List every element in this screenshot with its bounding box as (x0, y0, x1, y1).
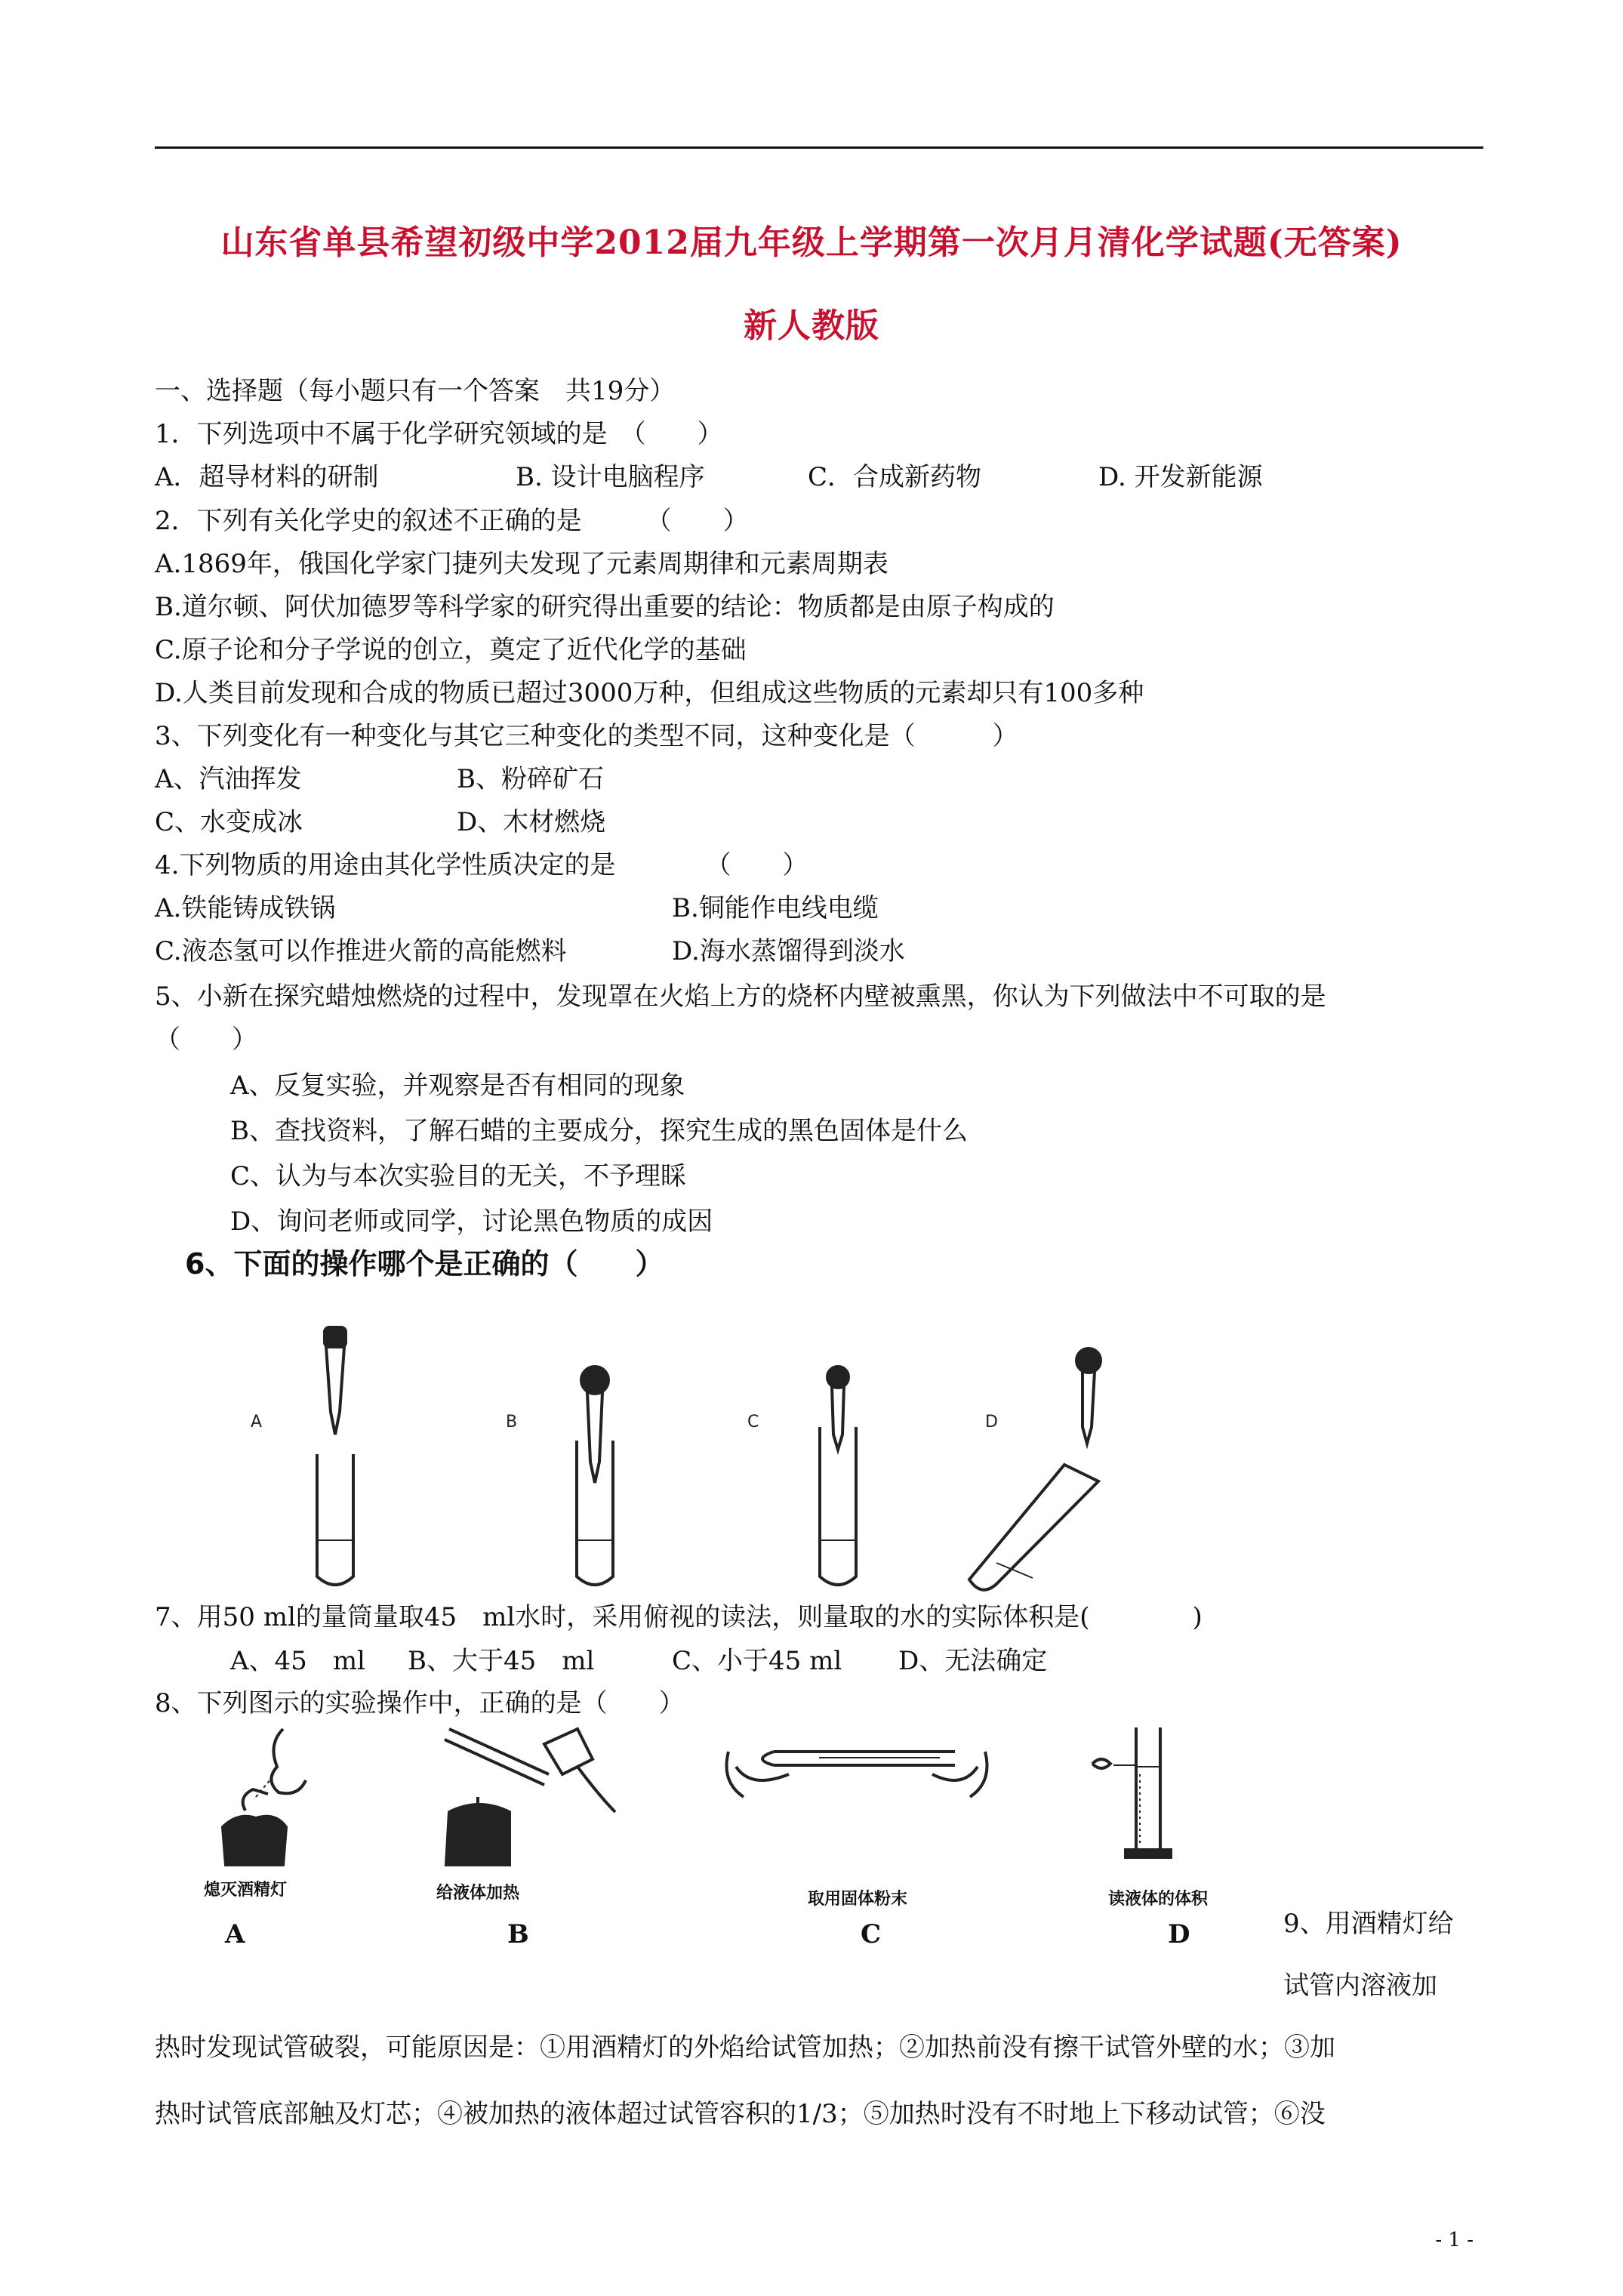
q3-option-d: D、木材燃烧 (457, 807, 606, 837)
q3-stem: 3、下列变化有一种变化与其它三种变化的类型不同，这种变化是（ ） (155, 721, 1018, 751)
q9-text-line4: 热时试管底部触及灯芯；④被加热的液体超过试管容积的1/3；⑤加热时没有不时地上下移动试管；⑥没 (155, 2099, 1326, 2129)
q4-stem: 4.下列物质的用途由其化学性质决定的是 （ ） (155, 850, 808, 880)
top-rule (155, 146, 1483, 149)
q8-caption-b: 给液体加热 (436, 1884, 520, 1903)
title-line-1: 山东省单县希望初级中学2012届九年级上学期第一次月月清化学试题(无答案) (220, 223, 1403, 262)
q1-option-a: A．超导材料的研制 (155, 462, 379, 492)
q7-stem: 7、用50 ml的量筒量取45 ml水时，采用俯视的读法，则量取的水的实际体积是( ) (155, 1602, 1203, 1632)
q6-label-a: A (251, 1413, 263, 1432)
q4-option-b: B.铜能作电线电缆 (672, 893, 879, 923)
q7-option-a: A、45 ml (230, 1646, 365, 1676)
q8-caption-d: 读液体的体积 (1108, 1890, 1209, 1909)
q2-stem: 2．下列有关化学史的叙述不正确的是 （ ） (155, 506, 749, 536)
q8-letter-a: A (225, 1919, 245, 1949)
q5-option-b: B、查找资料，了解石蜡的主要成分，探究生成的黑色固体是什么 (230, 1116, 968, 1146)
q1-option-c: C．合成新药物 (808, 462, 982, 492)
q3-option-b: B、粉碎矿石 (457, 764, 604, 794)
q9-text-part2: 试管内溶液加 (1283, 1971, 1437, 2001)
q8-lab-figure (192, 1721, 1280, 1888)
q6-label-c: C (747, 1413, 759, 1432)
q5-option-d: D、询问老师或同学，讨论黑色物质的成因 (230, 1207, 713, 1237)
q6-stem: 6、下面的操作哪个是正确的（ ） (185, 1247, 664, 1281)
page-number: - 1 - (1435, 2229, 1474, 2251)
q1-stem: 1．下列选项中不属于化学研究领域的是 （ ） (155, 419, 723, 449)
q7-option-c: C、小于45 ml (672, 1646, 842, 1676)
q9-text-line3: 热时发现试管破裂，可能原因是：①用酒精灯的外焰给试管加热；②加热前没有擦干试管外壁的水；③加 (155, 2032, 1335, 2063)
q6-dropper-figure (242, 1314, 1193, 1601)
q4-option-a: A.铁能铸成铁锅 (155, 893, 336, 923)
q4-option-d: D.海水蒸馏得到淡水 (672, 936, 905, 966)
q7-option-d: D、无法确定 (898, 1646, 1048, 1676)
q2-option-a: A.1869年，俄国化学家门捷列夫发现了元素周期律和元素周期表 (155, 549, 888, 579)
q1-option-b: B. 设计电脑程序 (516, 462, 705, 492)
q1-option-d: D. 开发新能源 (1098, 462, 1263, 492)
q2-option-d: D.人类目前发现和合成的物质已超过3000万种，但组成这些物质的元素却只有100多种 (155, 678, 1144, 708)
title-line-2: 新人教版 (744, 307, 879, 345)
q8-letter-d: D (1168, 1919, 1190, 1949)
q5-option-a: A、反复实验，并观察是否有相同的现象 (230, 1071, 685, 1101)
q3-option-a: A、汽油挥发 (155, 764, 302, 794)
q7-option-b: B、大于45 ml (408, 1646, 595, 1676)
q3-option-c: C、水变成冰 (155, 807, 303, 837)
q6-label-d: D (985, 1413, 998, 1432)
q8-caption-a: 熄灭酒精灯 (204, 1881, 288, 1900)
q8-letter-c: C (861, 1919, 882, 1949)
q8-stem: 8、下列图示的实验操作中，正确的是（ ） (155, 1688, 685, 1718)
q2-option-b: B.道尔顿、阿伏加德罗等科学家的研究得出重要的结论：物质都是由原子构成的 (155, 592, 1055, 622)
q6-label-b: B (506, 1413, 518, 1432)
q8-caption-c: 取用固体粉末 (808, 1890, 908, 1909)
section-heading: 一、选择题（每小题只有一个答案 共19分） (155, 376, 676, 406)
q5-stem: 5、小新在探究蜡烛燃烧的过程中，发现罩在火焰上方的烧杯内壁被熏黑，你认为下列做法中不可取的是 (155, 982, 1326, 1012)
q2-option-c: C.原子论和分子学说的创立，奠定了近代化学的基础 (155, 635, 747, 665)
q5-option-c: C、认为与本次实验目的无关，不予理睬 (230, 1161, 687, 1191)
q8-letter-b: B (507, 1919, 529, 1949)
q5-stem-bracket: （ ） (155, 1025, 257, 1055)
q9-text-part1: 9、用酒精灯给 (1283, 1909, 1454, 1939)
q4-option-c: C.液态氢可以作推进火箭的高能燃料 (155, 936, 567, 966)
